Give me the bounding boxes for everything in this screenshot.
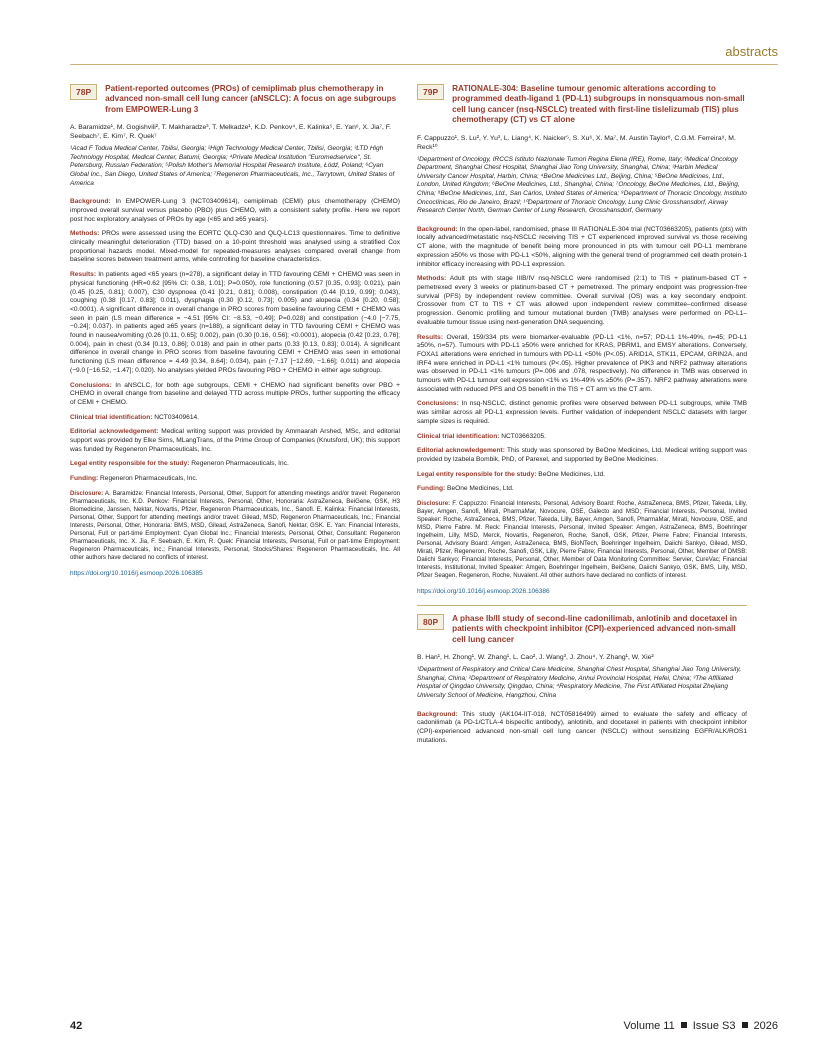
header-rule bbox=[70, 64, 778, 65]
abstract-separator bbox=[417, 605, 747, 606]
funding: Funding: BeOne Medicines, Ltd. bbox=[417, 485, 514, 493]
right-column bbox=[417, 84, 747, 751]
results-section: Results: Overall, 159/334 pts were biomarker-evaluable (PD-L1 <1%, n=57; PD-L1 1%-49%, n=45; PD-L1 ≥50%, n=57). Tumours with PD-L1 ≥50% were enriched for KRAS, PBRM1, and EMSY alterations. Conversely, FOXA1 alterations were enriched in tumours with PD-L1 <50% (P<.05). ARID1A, STK11, EPCAM, GRIN2A, and IRF4 were enriched in PD-L1 <1% tumours (P<.05). Higher prevalence of PIK3 and NRF2 pathway alterations was observed in PD-L1 <1% tumours (P=.006 and .078, respectively). No difference in TMB was observed in tumours with PD-L1 tumour cell expression <1% vs 1%-49% vs ≥50% (P=.357). NRF2 pathway alterations were associated with reduced PFS and OS benefit in the TIS + CT arm vs the CT arm. bbox=[417, 333, 747, 393]
background-section: Background: In the open-label, randomised, phase III RATIONALE-304 trial (NCT03663205), patients (pts) with locally advanced/metastatic nsq-NSCLC receiving TIS + CT experienced improved survival vs those receiving CT alone, with the magnitude of benefit being more pronounced in pts with tumour cell PD-L1 membrane expression ≥50% vs those with PD-L1 <50%, aligning with the general trend of programmed cell death protein-1 inhibitor efficacy increasing with PD-L1 expression. bbox=[417, 225, 747, 268]
methods-section: Methods: PROs were assessed using the EORTC QLQ-C30 and QLQ-LC13 questionnaires. Time to definitive clinically meaningful deterioration (TTD) based on a 10-point threshold was analysed using a stratified Cox proportional hazards model. Mixed-model for repeated-measures analyses compared overall change from baseline scores between treatment arms, while controlling for baseline characteristics. bbox=[70, 230, 400, 264]
abstract-title: Patient-reported outcomes (PROs) of cemiplimab plus chemotherapy in advanced non-small cell lung cancer (aNSCLC): A focus on age subgroups from EMPOWER-Lung 3 bbox=[105, 84, 397, 114]
legal-entity: Legal entity responsible for the study: BeOne Medicines, Ltd. bbox=[417, 470, 606, 478]
abstract-title: A phase Ib/II study of second-line cadonilimab, anlotinib and docetaxel in patients with checkpoint inhibitor (CPI)-experienced advanced non-small cell lung cancer bbox=[452, 614, 738, 644]
editorial-ack: Editorial acknowledgement: Medical writing support was provided by Ammaarah Arshed, MSc, and editorial support was provided by Elke Sims, MLangTrans, of the Prime Group of Companies (Knutsford, UK); this support was funded by Regeneron Pharmaceuticals, Inc. bbox=[70, 428, 400, 453]
abstract-79p bbox=[417, 84, 747, 595]
background-section: Background: This study (AK104-IIT-018, NCT05816499) aimed to evaluate the safety and efficacy of cadonilimab (a PD-1/CTLA-4 bispecific antibody), anlotinib, and docetaxel in patients with checkpoint inhibitor (CPI)-experienced advanced non-small cell lung cancer (NSCLC) without sensitizing EGFR/ALK/ROS1 mutations. bbox=[417, 710, 747, 744]
authors: B. Han¹, H. Zhong¹, W. Zhang¹, L. Cao², J. Wang³, J. Zhou⁴, Y. Zhang¹, W. Xie² bbox=[417, 654, 654, 662]
results-section: Results: In patients aged <65 years (n=278), a significant delay in TTD favouring CEMI + CHEMO was seen in physical functioning (HR=0.62 [95% CI: 0.38, 1.01]; P=0.050), role functioning (0.57 [0.35, 0.93]; 0.021), pain (0.45 [0.25, 0.81]; 0.007), C30 dyspnoea (0.41 [0.21, 0.81]; 0.008), constipation (0.44 [0.19, 0.99]; 0.043), coughing (0.38 [0.17, 0.83]; 0.011), dysphagia (0.30 [0.12, 0.73]; 0.005) and alopecia (0.34 [0.20, 0.58]; <0.0001). A significant difference in overall change in PRO scores from baseline favouring CEMI + CHEMO was seen in pain (LS mean difference = −4.51 [95% CI: −8.53, −0.49]; P=0.028) and constipation (−4.0 [−7.75, −0.24]; 0.037). In patients aged ≥65 years (n=188), a significant delay in TTD favouring CEMI + CHEMO was found in nausea/vomiting (0.26 [0.11, 0.65]; 0.002), pain (0.30 [0.16, 0.56]; <0.0001), alopecia (0.42 [0.23, 0.76]; 0.004), pain in chest (0.34 [0.13, 0.86]; 0.018) and pain in other parts (0.33 [0.13, 0.83]; 0.014). A significant difference in overall change in PRO scores from baseline favouring CEMI + CHEMO was seen in emotional functioning (LS mean difference = 4.49 [0.34, 8.64]; 0.034), pain (−7.17 [−12.69, −1.66]; 0.011) and alopecia (−9.0 [−16.52, −1.47]; 0.020). No analyses yielded PROs favouring PBO + CHEMO in either age subgroup. bbox=[70, 271, 400, 374]
abstract-tag: 80P bbox=[417, 614, 444, 630]
page-number: 42 bbox=[70, 1020, 83, 1032]
affiliations: ¹Department of Oncology, IRCCS Istituto Nazionale Tumori Regina Elena (IRE), Rome, Italy; ²Medical Oncology Department, Shanghai Chest Hospital, Shanghai Jiao Tong University, Shanghai, China; ³Harbin Medical University Cancer Hospital, Harbin, China; ⁴BeOne Medicines Ltd., Beijing, China; ⁵BeOne Medicines, Ltd., London, United Kingdom; ⁶BeOne Medicines, Ltd., Shanghai, China; ⁷Oncology, BeOne Medicines, Ltd., Beijing, China; ⁸BeOne Medicines, Ltd., San Carlos, United States of America; ⁹Department of Thoracic Oncology, Instituto Oncoclínicas, Rio de Janeiro, Brazil; ¹⁰Department of Thoracic Oncology, Lung Clinic Grosshansdorf, Airway Research Center North, German Center of Lung Research, Grosshansdorf, Germany bbox=[417, 155, 747, 215]
section-label: abstracts bbox=[725, 44, 778, 59]
affiliations: ¹Acad F Todua Medical Center, Tbilisi, Georgia; ²High Technology Medical Center, Tbilisi, Georgia; ³LTD High Technology Hospital, Medical Center, Batumi, Georgia; ⁴Private Medical Institution "Euromedservice", St. Petersburg, Russian Federation; ⁵Polish Mother's Memorial Hospital Research Institute, Łódź, Poland; ⁶Cyan Global Inc., San Diego, United States of America; ⁷Regeneron Pharmaceuticals, Inc., Tarrytown, United States of America bbox=[70, 145, 395, 187]
editorial-ack: Editorial acknowledgement: This study was sponsored by BeOne Medicines, Ltd. Medical writing support was provided by Izabela Bombik, PhD, of Parexel, and supported by BeOne Medicines. bbox=[417, 447, 747, 463]
conclusions-section: Conclusions: In aNSCLC, for both age subgroups, CEMI + CHEMO had significant benefits over PBO + CHEMO in overall change from baseline and delayed TTD across multiple PROs, further supporting the efficacy of CEMI + CHEMO. bbox=[70, 381, 401, 406]
trial-id: Clinical trial identification: NCT03663205. bbox=[417, 432, 547, 440]
abstract-78p bbox=[70, 84, 400, 577]
abstract-80p bbox=[417, 614, 747, 745]
abstract-title: RATIONALE-304: Baseline tumour genomic alterations according to programmed death-ligand 1 (PD-L1) subgroups in nonsquamous non-small cell lung cancer (nsq-NSCLC) treated with first-line tislelizumab (TIS) plus chemotherapy (CT) vs CT alone bbox=[452, 84, 745, 125]
disclosure: Disclosure: F. Cappuzzo: Financial Interests, Personal, Advisory Board: Roche, AstraZeneca, BMS, Pfizer, Takeda, Lilly, Bayer, Amgen, Sanofi, Mirati, PharmaMar, Novocure, OSE, Galecto and MSD; Financial Interests, Personal, Invited Speaker: Roche, AstraZeneca, BMS, Pfizer, Takeda, Lilly, Bayer, Amgen, Sanofi, PharmaMar, Mirati, Novocure, OSE, and MSD, Pierre Fabre. M. Reck: Financial Interests, Personal, Invited Speaker: Amgen, AstraZeneca, BMS, Boehringer Ingelheim, Lilly, MSD, Merck, Novartis, Regeneron, Roche, Sanofi, GSK, Pfizer, Pierre Fabre; Financial Interests, Personal, Advisory Board: Amgen, AstraZeneca, BMS, BioNTech, Boehringer Ingelheim, Daiichi Sankyo, Gilead, MSD, Mirati, Pfizer, Regeneron, Roche, Sanofi, GSK, Lilly, Pierre Fabre; Financial Interests, Personal, Other, Member of DMSB: Daiichi Sankyo; Financial Interests, Personal, Other, Member of Data Monitoring Committee: Servier, CureVac; Financial Interests, Institutional, Invited Speaker: Amgen, Boehringer Ingelheim, BeiGene, Daiichi Sankyo, GSK, BMS, Lilly, MSD, Pfizer Seagen, Regeneron, Roche, Nuvalent. All other authors have declared no conflicts of interest. bbox=[417, 500, 747, 580]
authors: A. Baramidze¹, M. Gogishvili², T. Makharadze³, T. Melkadze¹, K.D. Penkov⁴, E. Kalinka⁵, E. Yan⁶, X. Jia⁷, F. Seebach⁷, E. Kim⁷, R. Quek⁷ bbox=[70, 124, 392, 141]
trial-id: Clinical trial identification: NCT03409614. bbox=[70, 413, 200, 421]
disclosure: Disclosure: A. Baramidze: Financial Interests, Personal, Other, Support for attending meetings and/or travel: Regeneron Pharmaceuticals, Inc. K.D. Penkov: Financial Interests, Personal, Other, Honoraria: AstraZeneca, BeiGene, GSK, H3 Biomedicine, Janssen, Nektar, Novartis, Pfizer, Regeneron Pharmaceuticals, Inc., Sanofi. E. Kalinka: Financial Interests, Personal, Other, Support for attending meetings and/or travel: Gilead, MSD, Regeneron Pharmaceuticals, Inc.; Financial Interests, Personal, Other, Honoraria: BMS, MSD, Gilead, AstraZeneca, Sanofi, Nektar, GSK. E. Yan: Financial Interests, Personal, Full or part-time Employment: Cyan Global Inc.; Financial Interests, Personal, Other, Consultant: Regeneron Pharmaceuticals, Inc. X. Jia, F. Seebach, E. Kim, R. Quek: Financial Interests, Personal, Full or part-time Employment: Regeneron Pharmaceuticals, Inc.; Financial Interests, Personal, Stocks/Shares: Regeneron Pharmaceuticals, Inc. All other authors have declared no conflicts of interest. bbox=[70, 489, 400, 561]
funding: Funding: Regeneron Pharmaceuticals, Inc. bbox=[70, 475, 198, 483]
background-section: Background: In EMPOWER-Lung 3 (NCT03409614), cemiplimab (CEMI) plus chemotherapy (CHEMO) improved overall survival versus placebo (PBO) plus CHEMO, with a consistent safety profile. Here we report post hoc exploratory analyses of PROs by age (<65 and ≥65 years). bbox=[70, 198, 400, 223]
legal-entity: Legal entity responsible for the study: Regeneron Pharmaceuticals, Inc. bbox=[70, 460, 289, 468]
authors: F. Cappuzzo¹, S. Lu², Y. Yu³, L. Liang⁴, K. Naicker⁵, S. Xu⁶, X. Ma⁷, M. Austin Taylor⁸, C.G.M. Ferreira⁹, M. Reck¹⁰ bbox=[417, 134, 736, 151]
volume-info: Volume 11 Issue S3 2026 bbox=[623, 1020, 778, 1032]
conclusions-section: Conclusions: In nsq-NSCLC, distinct genomic profiles were observed between PD-L1 subgroups, while TMB was similar across all PD-L1 expression levels. Further validation of independent NSCLC datasets with larger sample sizes is required. bbox=[417, 400, 747, 425]
doi-link[interactable]: https://doi.org/10.1016/j.esmoop.2026.106386 bbox=[417, 588, 550, 596]
bullet-square-icon bbox=[681, 1022, 687, 1028]
affiliations: ¹Department of Respiratory and Critical Care Medicine, Shanghai Chest Hospital, Shanghai Jiao Tong University, Shanghai, China; ²Department of Respiratory Medicine, Anhui Provincial Hospital, Hefei, China; ³The Affiliated Hospital of Qingdao University, Qingdao, China; ⁴Respiratory Medicine, The First Affiliated Hospital Zhejiang University School of Medicine, Hangzhou, China bbox=[417, 666, 742, 700]
abstract-tag: 79P bbox=[417, 84, 444, 100]
methods-section: Methods: Adult pts with stage IIIB/IV nsq-NSCLC were randomised (2:1) to TIS + platinum-based CT + pemetrexed every 3 weeks or platinum-based CT + pemetrexed. The primary endpoint was progression-free survival (PFS) by independent review committee. Overall survival (OS) was a key secondary endpoint. Crossover from CT to TIS + CT was allowed upon independent review committee–confirmed disease progression. Genomic profiling and tumour mutational burden (TMB) analyses were performed on PD-L1–evaluable tumour tissue using next-generation DNA sequencing. bbox=[417, 275, 748, 326]
abstract-tag: 78P bbox=[70, 84, 97, 100]
bullet-square-icon bbox=[742, 1022, 748, 1028]
doi-link[interactable]: https://doi.org/10.1016/j.esmoop.2026.106385 bbox=[70, 569, 203, 577]
